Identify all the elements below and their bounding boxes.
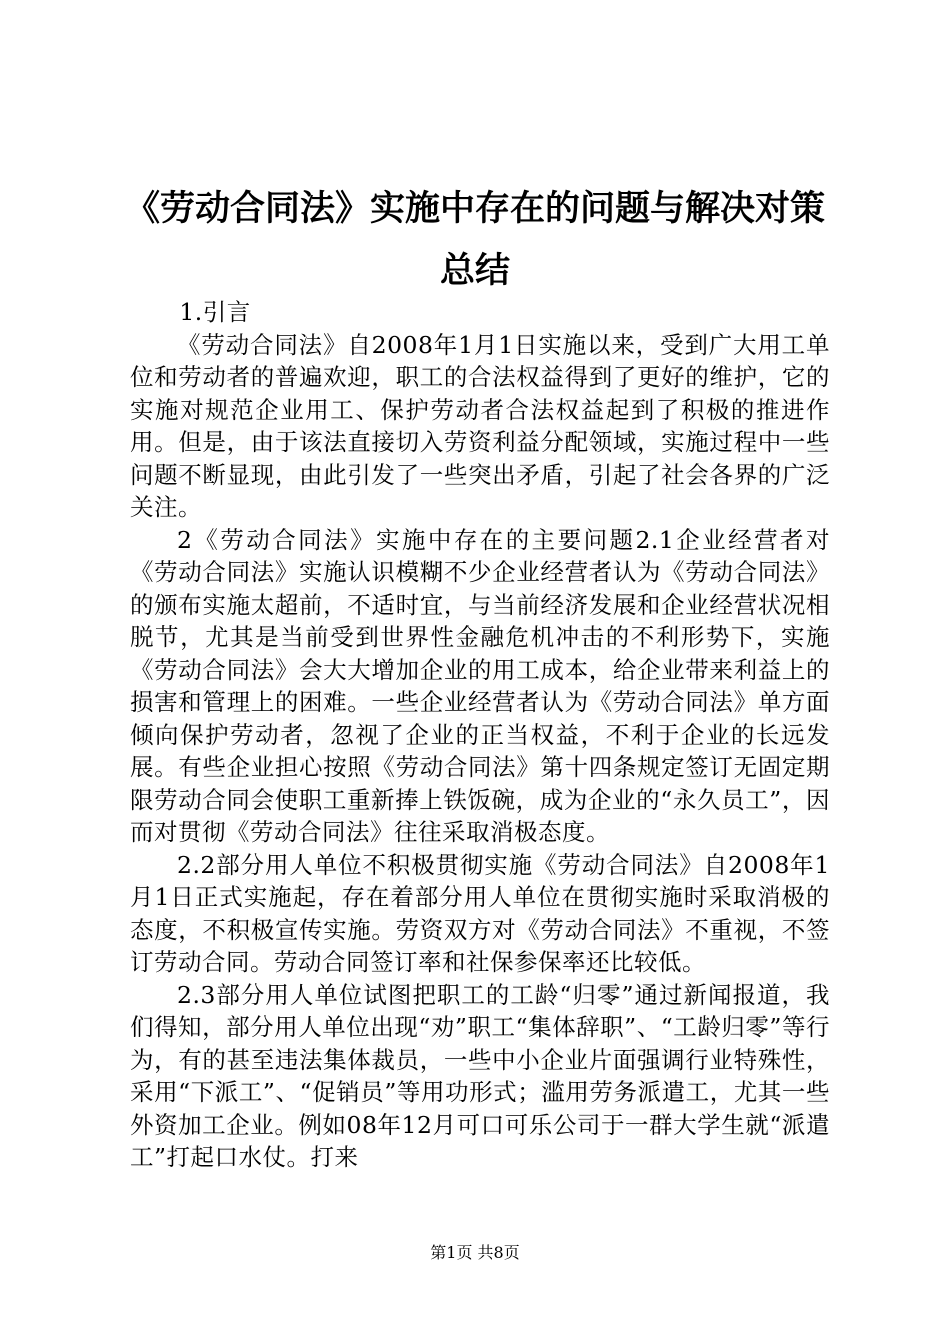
- document-title: [110, 178, 840, 302]
- section-heading-introduction: 1.引言: [179, 298, 251, 326]
- title-line-2: 总结: [439, 251, 510, 291]
- paragraph-main-problems: 2《劳动合同法》实施中存在的主要问题2.1企业经营者对《劳动合同法》实施认识模糊不少企业经营者认为《劳动合同法》的颁布实施太超前，不适时宜，与当前经济发展和企业经营状况相脱节，尤其是当前受到世界性金融危机冲击的不利形势下，实施《劳动合同法》会大大增加企业的用工成本，给企业带来利益上的损害和管理上的困难。一些企业经营者认为《劳动合同法》单方面倾向保护劳动者，忽视了企业的正当权益，不利于企业的长远发展。有些企业担心按照《劳动合同法》第十四条规定签订无固定期限劳动合同会使职工重新捧上铁饭碗，成为企业的“永久员工”，因而对贯彻《劳动合同法》往往采取消极态度。: [130, 525, 830, 846]
- paragraph-introduction: 《劳动合同法》自2008年1月1日实施以来，受到广大用工单位和劳动者的普遍欢迎，职工的合法权益得到了更好的维护，它的实施对规范企业用工、保护劳动者合法权益起到了积极的推进作用。但是，由于该法直接切入劳资利益分配领域，实施过程中一些问题不断显现，由此引发了一些突出矛盾，引起了社会各界的广泛关注。: [130, 330, 830, 521]
- paragraph-section-2-2: 2.2部分用人单位不积极贯彻实施《劳动合同法》自2008年1月1日正式实施起，存在着部分用人单位在贯彻实施时采取消极的态度，不积极宣传实施。劳资双方对《劳动合同法》不重视，不签订劳动合同。劳动合同签订率和社保参保率还比较低。: [130, 850, 830, 976]
- document-body: [130, 296, 830, 1174]
- page-footer: 第1页 共8页: [430, 1243, 520, 1262]
- title-line-1: 《劳动合同法》实施中存在的问题与解决对策: [124, 189, 825, 229]
- paragraph-section-2-3: 2.3部分用人单位试图把职工的工龄“归零”通过新闻报道，我们得知，部分用人单位出现“劝”职工“集体辞职”、“工龄归零”等行为，有的甚至违法集体裁员，一些中小企业片面强调行业特殊性，采用“下派工”、“促销员”等用功形式；滥用劳务派遣工，尤其一些外资加工企业。例如08年12月可口可乐公司于一群大学生就“派遣工”打起口水仗。打来: [130, 980, 830, 1171]
